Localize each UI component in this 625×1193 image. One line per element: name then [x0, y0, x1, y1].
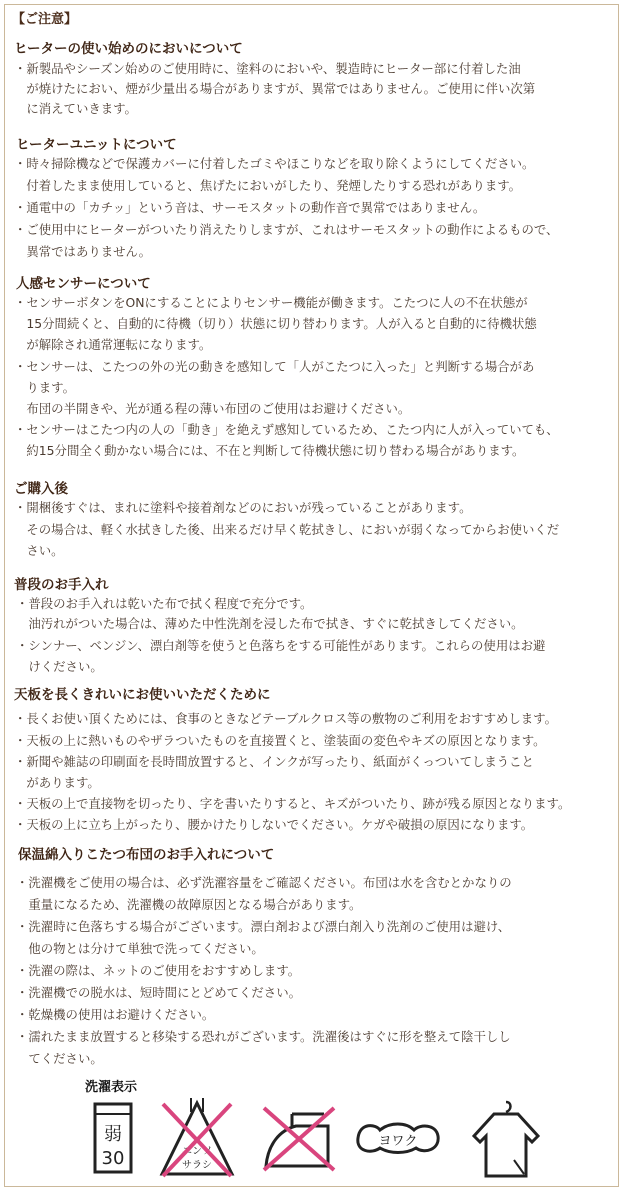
wring-text: ヨワク [378, 1134, 418, 1149]
section-line: ・通電中の「カチッ」という音は、サーモスタットの動作音で異常ではありません。 [14, 200, 486, 215]
wash-label: 洗濯表示 [85, 1080, 138, 1095]
section-line: 布団の半開きや、光が通る程の薄い布団のご使用はお避けください。 [14, 401, 411, 416]
section-line: その場合は、軽く水拭きした後、出来るだけ早く乾拭きし、においが弱くなってからお使いくだ [14, 522, 560, 537]
wring-icon [350, 1114, 445, 1162]
section-line: ・洗濯機での脱水は、短時間にとどめてください。 [16, 985, 301, 1000]
section-heading: ヒーターユニットについて [16, 137, 177, 153]
section-line: ・センサーはこたつ内の人の「動き」を絶えず感知しているため、こたつ内に人が入っていても、 [14, 422, 559, 437]
section-line: があります。 [14, 775, 100, 790]
section-line: てください。 [16, 1051, 103, 1066]
section-line: ・乾燥機の使用はお避けください。 [16, 1007, 215, 1022]
section-line: ・天板の上で直接物を切ったり、字を書いたりすると、キズがついたり、跡が残る原因となります。 [14, 796, 571, 811]
section-line: ・天板の上に立ち上がったり、腰かけたりしないでください。ケガや破損の原因になります。 [14, 817, 534, 832]
section-line: 付着したまま使用していると、焦げたにおいがしたり、発煙したりする恐れがあります。 [14, 178, 522, 193]
section-line: 他の物とは分けて単独で洗ってください。 [16, 941, 264, 956]
wash-text-2: 30 [101, 1148, 125, 1169]
no-bleach-icon [158, 1098, 236, 1178]
section-line: 重量になるため、洗濯機の故障原因となる場合があります。 [16, 897, 362, 912]
section-line: ・ご使用中にヒーターがついたり消えたりしますが、これはサーモスタットの動作によるもので、 [14, 222, 559, 237]
section-line: 異常ではありません。 [14, 244, 152, 259]
page-title: 【ご注意】 [12, 12, 78, 27]
section-line: に消えていきます。 [14, 101, 137, 116]
bleach-text-2: サラシ [182, 1160, 212, 1171]
section-line: けください。 [16, 659, 103, 674]
section-line: ・シンナー、ベンジン、漂白剤等を使うと色落ちをする可能性があります。これらの使用はお避 [16, 638, 546, 653]
section-heading: 天板を長くきれいにお使いいただくために [14, 687, 271, 703]
section-line: ・時々掃除機などで保護カバーに付着したゴミやほこりなどを取り除くようにしてください。 [14, 156, 535, 171]
section-heading: ご購入後 [14, 481, 68, 497]
wash-text-1: 弱 [104, 1124, 122, 1145]
section-line: 15分間続くと、自動的に待機（切り）状態に切り替わります。人が入ると自動的に待機状態 [14, 316, 537, 331]
section-line: ります。 [14, 380, 75, 395]
section-line: ・洗濯の際は、ネットのご使用をおすすめします。 [16, 963, 301, 978]
no-iron-icon [258, 1104, 340, 1172]
section-line: ・長くお使い頂くためには、食事のときなどテーブルクロス等の敷物のご利用をおすすめします。 [14, 711, 557, 726]
section-line: ・新聞や雑誌の印刷面を長時間放置すると、インクが写ったり、紙面がくっついてしまうこと [14, 754, 534, 769]
section-heading: 保温綿入りこたつ布団のお手入れについて [18, 847, 275, 863]
section-line: ・天板の上に熱いものやザラついたものを直接置くと、塗装面の変色やキズの原因となります。 [14, 733, 546, 748]
section-line: ・普段のお手入れは乾いた布で拭く程度で充分です。 [16, 596, 313, 611]
section-heading: 人感センサーについて [16, 276, 151, 292]
section-heading: ヒーターの使い始めのにおいについて [14, 41, 243, 57]
hang-dry-icon [466, 1100, 546, 1180]
section-line: ・洗濯機をご使用の場合は、必ず洗濯容量をご確認ください。布団は水を含むとかなりの [16, 875, 512, 890]
section-line: ・洗濯時に色落ちする場合がございます。漂白剤および漂白剤入り洗剤のご使用は避け、 [16, 919, 511, 934]
section-line: ・新製品やシーズン始めのご使用時に、塗料のにおいや、製造時にヒーター部に付着した油 [14, 61, 521, 76]
section-heading: 普段のお手入れ [14, 577, 109, 593]
bleach-text-1: エンソ [182, 1146, 212, 1157]
section-line: ・センサーは、こたつの外の光の動きを感知して「人がこたつに入った」と判断する場合があ [14, 359, 535, 374]
section-line: 油汚れがついた場合は、薄めた中性洗剤を浸した布で拭き、すぐに乾拭きしてください。 [16, 616, 524, 631]
section-line: さい。 [14, 543, 64, 558]
section-line: 約15分間全く動かない場合には、不在と判断して待機状態に切り替わる場合があります。 [14, 443, 525, 458]
wash-tub-icon [93, 1102, 133, 1174]
section-line: が解除され通常運転になります。 [14, 337, 212, 352]
section-line: ・開梱後すぐは、まれに塗料や接着剤などのにおいが残っていることがあります。 [14, 500, 472, 515]
section-line: ・濡れたまま放置すると移染する恐れがございます。洗濯後はすぐに形を整えて陰干しし [16, 1029, 511, 1044]
section-line: ・センサーボタンをONにすることによりセンサー機能が働きます。こたつに人の不在状態が [14, 295, 528, 310]
section-line: が焼けたにおい、煙が少量出る場合がありますが、異常ではありません。ご使用に伴い次第 [14, 81, 536, 96]
